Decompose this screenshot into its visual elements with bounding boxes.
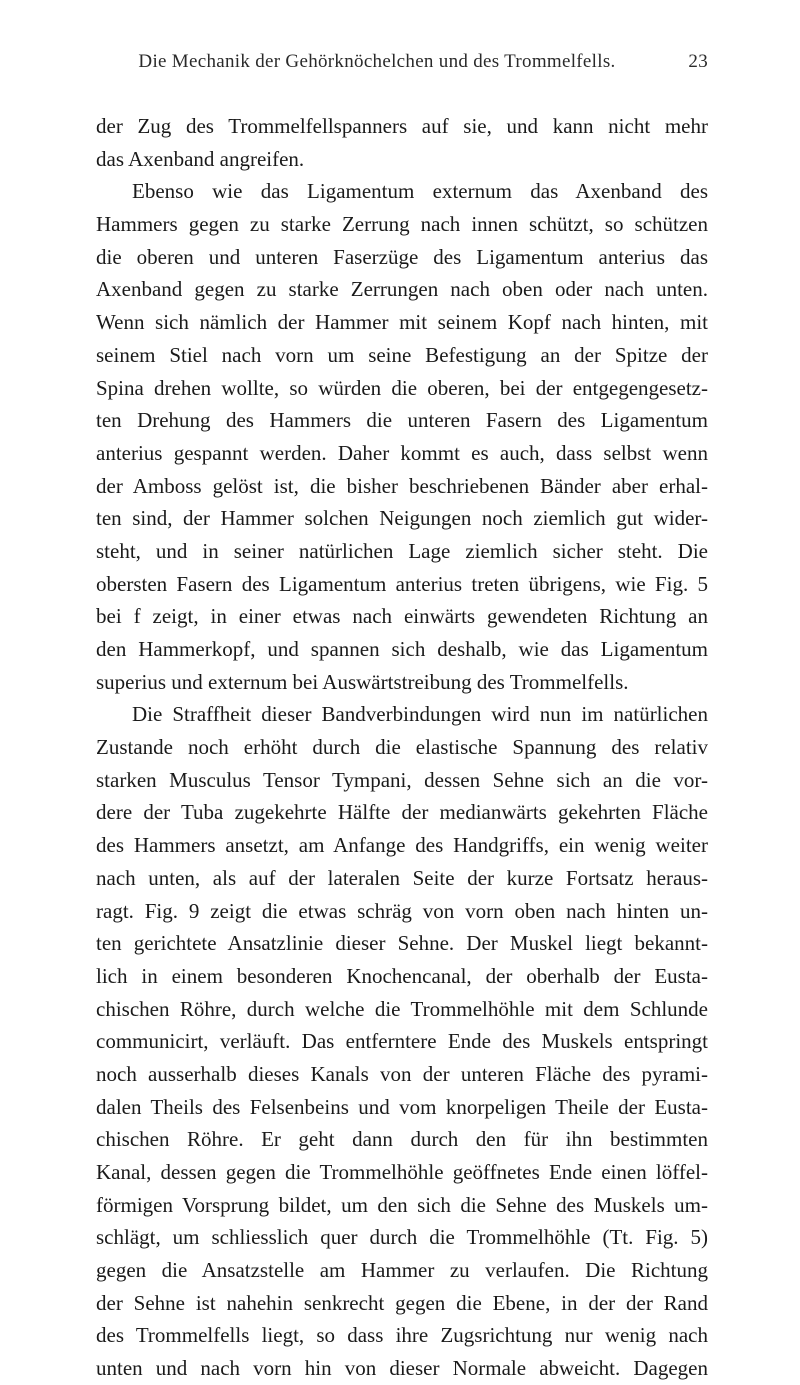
text-line: Ebenso wie das Ligamentum externum das Axenband des [132,179,708,204]
text-line: chischen Röhre. Er geht dann durch den für ihn bestimmten [96,1127,708,1152]
text-line: seinem Stiel nach vorn um seine Befestigung an der Spitze der [96,342,708,367]
text-line: die oberen und unteren Faserzüge des Ligamentum anterius das [96,244,708,269]
text-line: des Trommelfells liegt, so dass ihre Zugsrichtung nur wenig nach [96,1323,708,1348]
text-line: ten gerichtete Ansatzlinie dieser Sehne. Der Muskel liegt bekannt- [96,931,708,956]
text-line: schlägt, um schliesslich quer durch die Trommelhöhle (Tt. Fig. 5) [96,1225,708,1250]
text-line: Axenband gegen zu starke Zerrungen nach oben oder nach unten. [96,277,708,302]
text-line: des Hammers ansetzt, am Anfange des Handgriffs, ein wenig weiter [96,833,708,858]
text-line: chischen Röhre, durch welche die Trommelhöhle mit dem Schlunde [96,996,708,1021]
text-line: unten und nach vorn hin von dieser Normale abweicht. Dagegen [96,1356,708,1381]
page-number: 23 [688,51,708,72]
text-line: dalen Theils des Felsenbeins und vom knorpeligen Theile der Eusta- [96,1094,708,1119]
text-line: gegen die Ansatzstelle am Hammer zu verlaufen. Die Richtung [96,1258,708,1283]
text-line: nach unten, als auf der lateralen Seite der kurze Fortsatz heraus- [96,865,708,890]
text-line: starken Musculus Tensor Tympani, dessen Sehne sich an die vor- [96,767,708,792]
running-head-title: Die Mechanik der Gehörknöchelchen und des Trommelfells. [138,51,616,72]
text-line: noch ausserhalb dieses Kanals von der unteren Fläche des pyrami- [96,1061,708,1086]
text-line: der Zug des Trommelfellspanners auf sie, und kann nicht mehr [96,114,708,138]
text-line: communicirt, verläuft. Das entferntere Ende des Muskels entspringt [96,1029,708,1054]
text-line: den Hammerkopf, und spannen sich deshalb, wie das Ligamentum [96,637,708,661]
text-line: das Axenband angreifen. [96,146,305,171]
text-line: Die Straffheit dieser Bandverbindungen wird nun im natürlichen [132,702,708,727]
text-line: superius und externum bei Auswärtstreibung des Trommelfells. [96,669,629,694]
running-head [96,50,708,74]
text-line: anterius gespannt werden. Daher kommt es auch, dass selbst wenn [96,440,708,465]
text-line: Wenn sich nämlich der Hammer mit seinem Kopf nach hinten, mit [96,310,708,335]
text-line: ragt. Fig. 9 zeigt die etwas schräg von vorn oben nach hinten un- [96,898,708,923]
text-line: Spina drehen wollte, so würden die oberen, bei der entgegengesetz- [96,375,708,400]
text-line: Zustande noch erhöht durch die elastische Spannung des relativ [96,735,708,760]
text-line: dere der Tuba zugekehrte Hälfte der medianwärts gekehrten Fläche [96,800,708,825]
text-line: obersten Fasern des Ligamentum anterius treten übrigens, wie Fig. 5 [96,571,708,596]
text-line: förmigen Vorsprung bildet, um den sich die Sehne des Muskels um- [96,1192,708,1217]
text-line: steht, und in seiner natürlichen Lage ziemlich sicher steht. Die [96,538,708,563]
text-line: Hammers gegen zu starke Zerrung nach innen schützt, so schützen [96,212,708,237]
text-line: der Amboss gelöst ist, die bisher beschriebenen Bänder aber erhal- [96,473,708,498]
text-line: bei f zeigt, in einer etwas nach einwärts gewendeten Richtung an [96,604,708,629]
text-line: lich in einem besonderen Knochencanal, der oberhalb der Eusta- [96,963,708,988]
body-text [96,110,708,1385]
text-line: ten Drehung des Hammers die unteren Fasern des Ligamentum [96,408,708,433]
text-line: ten sind, der Hammer solchen Neigungen noch ziemlich gut wider- [96,506,708,531]
text-line: der Sehne ist nahehin senkrecht gegen die Ebene, in der der Rand [96,1290,708,1315]
text-line: Kanal, dessen gegen die Trommelhöhle geöffnetes Ende einen löffel- [96,1160,708,1184]
